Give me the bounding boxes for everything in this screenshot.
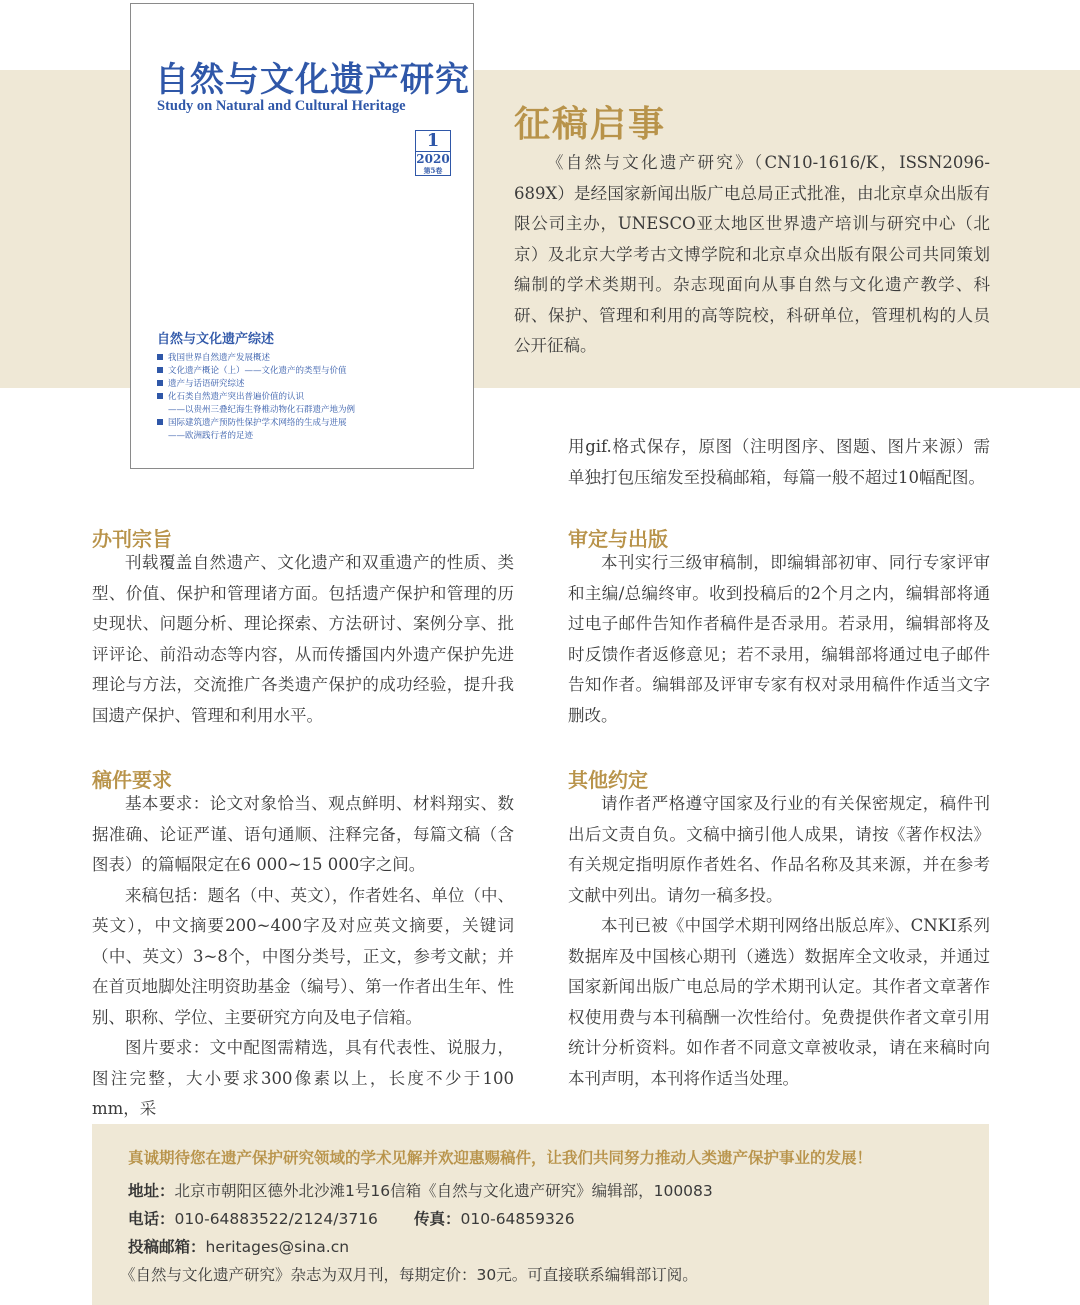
cover-issue-number: 1 [426,130,440,151]
notice-title: 征稿启事 [514,103,667,145]
email-link[interactable]: heritages@sina.cn [205,1238,350,1256]
cover-title-en: Study on Natural and Cultural Heritage [157,98,406,114]
cover-toc-heading: 自然与文化遗产综述 [157,332,275,347]
review-section [568,548,990,731]
purpose-section [92,548,514,731]
other-section [568,789,990,1094]
notice-paragraph: 《自然与文化遗产研究》（CN10-1616/K，ISSN2096-689X）是经国家新闻出版广电总局正式批准，由北京卓众出版有限公司主办，UNESCO亚太地区世界遗产培训与研究中心（北京）及北京大学考古文博学院和北京卓众出版有限公司共同策划编制的学术类期刊。杂志现面向从事自然与文化遗产教学、科研、保护、管理和利用的高等院校，科研单位，管理机构的人员公开征稿。 [514,153,990,355]
footer-subscription: 《自然与文化遗产研究》杂志为双月刊，每期定价：30元。可直接联系编辑部订阅。 [120,1266,698,1284]
footer-address: 地址：北京市朝阳区德外北沙滩1号16信箱《自然与文化遗产研究》编辑部，100083 [128,1182,713,1200]
manuscript-continued [568,432,990,493]
manuscript-section [92,789,514,1125]
basic-requirements: 基本要求：论文对象恰当、观点鲜明、材料翔实、数据准确、论证严谨、语句通顺、注释完备，每篇文稿（含图表）的篇幅限定在6 000~15 000字之间。 [92,794,514,874]
square-bullet-icon [157,419,163,425]
purpose-title: 办刊宗旨 [92,527,172,551]
cover-toc-item: 文化遗产概论（上）——文化遗产的类型与价值 [157,365,457,378]
cover-toc-subitem: ——以贵州三叠纪海生脊椎动物化石群遗产地为例 [168,405,356,415]
image-requirements-cont: 用gif.格式保存，原图（注明图序、图题、图片来源）需单独打包压缩发至投稿邮箱，每篇一般不超过10幅配图。 [568,437,990,487]
footer-lead: 真诚期待您在遗产保护研究领域的学术见解并欢迎惠赐稿件，让我们共同努力推动人类遗产保护事业的发展！ [128,1149,873,1167]
cover-issue-year: 2020 [416,152,450,166]
cover-toc [157,352,457,443]
cover-toc-item: 遗产与话语研究综述 [157,378,457,391]
image-requirements: 图片要求：文中配图需精选，具有代表性、说服力，图注完整，大小要求300像素以上，长度不少于100 mm，采 [92,1038,514,1118]
notice-body [514,148,990,362]
cover-title-cn: 自然与文化遗产研究 [155,60,470,100]
footer-phone: 电话：010-64883522/2124/3716 [128,1210,378,1228]
cover-toc-item: 国际建筑遗产预防性保护学术网络的生成与进展 [157,417,457,430]
square-bullet-icon [157,367,163,373]
contact-footer [92,1124,989,1305]
cover-issue-box [415,130,451,176]
cover-volume: 第5卷 [423,166,443,175]
submission-contents: 来稿包括：题名（中、英文），作者姓名、单位（中、英文），中文摘要200~400字及对应英文摘要，关键词（中、英文）3~8个，中图分类号，正文，参考文献；并在首页地脚处注明资助基金（编号）、第一作者出生年、性别、职称、学位、主要研究方向及电子信箱。 [92,885,514,1027]
square-bullet-icon [157,393,163,399]
square-bullet-icon [157,380,163,386]
other-paragraph-2: 本刊已被《中国学术期刊网络出版总库》、CNKI系列数据库及中国核心期刊（遴选）数据库全文收录，并通过国家新闻出版广电总局的学术期刊认定。其作者文章著作权使用费与本刊稿酬一次性给付。免费提供作者文章引用统计分析资料。如作者不同意文章被收录，请在来稿时向本刊声明，本刊将作适当处理。 [568,916,990,1088]
cover-toc-item: 我国世界自然遗产发展概述 [157,352,457,365]
other-title: 其他约定 [568,768,648,792]
footer-fax: 传真：010-64859326 [414,1210,575,1228]
purpose-paragraph: 刊载覆盖自然遗产、文化遗产和双重遗产的性质、类型、价值、保护和管理诸方面。包括遗产保护和管理的历史现状、问题分析、理论探索、方法研讨、案例分享、批评评论、前沿动态等内容，从而传播国内外遗产保护先进理论与方法，交流推广各类遗产保护的成功经验，提升我国遗产保护、管理和利用水平。 [92,553,514,725]
cover-toc-item: 化石类自然遗产突出普遍价值的认识 [157,391,457,404]
other-paragraph-1: 请作者严格遵守国家及行业的有关保密规定，稿件刊出后文责自负。文稿中摘引他人成果，请按《著作权法》有关规定指明原作者姓名、作品名称及其来源，并在参考文献中列出。请勿一稿多投。 [568,794,990,905]
review-paragraph: 本刊实行三级审稿制，即编辑部初审、同行专家评审和主编/总编终审。收到投稿后的2个月之内，编辑部将通过电子邮件告知作者稿件是否录用。若录用，编辑部将及时反馈作者返修意见；若不录用，编辑部将通过电子邮件告知作者。编辑部及评审专家有权对录用稿件作适当文字删改。 [568,553,990,725]
review-title: 审定与出版 [568,527,668,551]
journal-cover [130,3,474,469]
cover-toc-subitem: ——欧洲践行者的足迹 [168,431,254,441]
manuscript-title: 稿件要求 [92,768,172,792]
footer-email: 投稿邮箱：heritages@sina.cn [128,1238,350,1256]
square-bullet-icon [157,354,163,360]
